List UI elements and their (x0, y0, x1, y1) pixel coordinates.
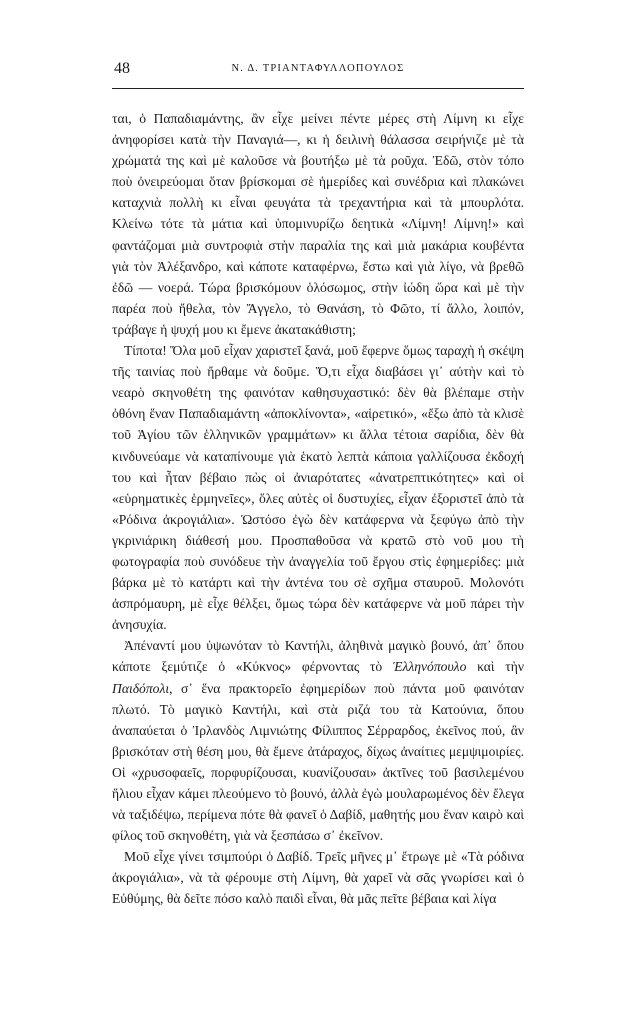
text-run: Τίποτα! Ὅλα μοῦ εἶχαν χαριστεῖ ξανά, μοῦ ἔφερνε ὅμως ταραχὴ ἡ σκέψη τῆς ταινίας ποὺ ἤρθαμε νὰ δοῦμε. Ὅ,τι εἶχα διαβάσει γι᾽ αὐτὴν καὶ τὸ νεαρὸ σκηνοθέτη της φαινόταν καθησυχαστικό: δὲν θὰ βλέπαμε στὴν ὀθόνη ἕναν Παπαδιαμάντη «ἀποκλίνοντα», «αἱρετικό», «ἔξω ἀπὸ τὰ κλισὲ τοῦ Ἁγίου τῶν ἑλληνικῶν γραμμάτων» κι ἄλλα τέτοια σαρίδια, δὲν θὰ κινδυνεύαμε νὰ καταπίνουμε γιὰ ἑκατὸ λεπτὰ κάποια γαλλίζουσα ἐκδοχή του καὶ ἦταν βέβαιο πὼς οἱ ἀνιαρότατες «ἀνατρεπτικότητες» καὶ οἱ «εὑρηματικὲς ἑρμηνεῖες», ὅλες αὐτὲς οἱ δυστυχίες, εἶχαν ἐξοριστεῖ ἀπὸ τὰ «Ρόδινα ἀκρογιάλια». Ὡστόσο ἐγὼ δὲν κατάφερνα νὰ ξεφύγω ἀπὸ τὴν γκρινιάρικη διάθεσή μου. Προσπαθοῦσα νὰ κρατῶ στὸ νοῦ μου τὴ φωτογραφία ποὺ συνόδευε τὴν ἀναγγελία τοῦ ἔργου στὶς ἐφημερίδες: μιὰ βάρκα μὲ τὸ κατάρτι καὶ τὴν ἀντένα του σὲ σχῆμα σταυροῦ. Μολονότι ἀσπρόμαυρη, μὲ εἶχε θέλξει, ὅμως τώρα δὲν κατάφερνε νὰ μοῦ πάρει τὴν ἀνησυχία. (112, 343, 524, 633)
page-number: 48 (114, 60, 130, 77)
paragraph (112, 108, 524, 340)
italic-title: Ἑλληνόπουλο (392, 659, 467, 675)
paragraph (112, 340, 524, 635)
page-header (112, 58, 524, 89)
text-run: Ἀπέναντί μου ὑψωνόταν τὸ Καντήλι, ἀληθινὰ μαγικὸ βουνό, ἀπ᾽ ὅπου κάποτε ξεμύτιζε ὁ «Κύκνος» φέρνοντας τὸ (112, 638, 524, 675)
paragraph (112, 846, 524, 909)
italic-title: Παιδόπολι (112, 680, 170, 696)
text-run: ται, ὁ Παπαδιαμάντης, ἂν εἶχε μείνει πέντε μέρες στὴ Λίμνη κι εἶχε ἀνηφορίσει κατὰ τὴν Παναγιά—, κι ἡ δειλινὴ θάλασσα σειρήνιζε μὲ τὰ χρώματά της καὶ μὲ καλοῦσε νὰ βουτήξω μὲ τὰ ροῦχα. Ἐδῶ, στὸν τόπο ποὺ ὀνειρεύομαι ὅταν βρίσκομαι σὲ ἡμερίδες καὶ συνέδρια καὶ πλακώνει καταχνιὰ πολλὴ κι εἶναι φευγάτα τὰ τρεχαντήρια καὶ τὰ μπουρλότα. Κλείνω τότε τὰ μάτια καὶ ὑπομινυρίζω δεητικὰ «Λίμνη! Λίμνη!» καὶ φαντάζομαι μιὰ συντροφιὰ στὴν παραλία της καὶ μιὰ μακάρια κουβέντα γιὰ τὸν Ἀλέξανδρο, καὶ κάποτε καταφέρνω, ἔστω καὶ γιὰ λίγο, νὰ βρεθῶ ἐδῶ — νοερά. Τώρα βρισκόμουν ὁλόσωμος, στὴν ἰώδη ὥρα καὶ μὲ τὴν παρέα ποὺ ἤθελα, τὸν Ἄγγελο, τὸ Θανάση, τὸ Φῶτο, τί ἄλλο, λοιπόν, τράβαγε ἡ ψυχή μου κι ἔμενε ἀκατακάθιστη; (112, 111, 524, 337)
body-text (112, 108, 524, 910)
text-run: Μοῦ εἶχε γίνει τσιμπούρι ὁ Δαβίδ. Τρεῖς μῆνες μ᾽ ἔτρωγε μὲ «Τὰ ρόδινα ἀκρογιάλια», νὰ τὰ φέρουμε στὴ Λίμνη, θὰ χαρεῖ νὰ σᾶς γνωρίσει καὶ ὁ Εὐθύμης, θὰ δεῖτε πόσο καλὸ παιδὶ εἶναι, θὰ μᾶς πεῖτε βέβαια καὶ λίγα (112, 849, 524, 907)
paragraph (112, 635, 524, 846)
running-head-author: Ν. Δ. ΤΡΙΑΝΤΑΦΥΛΛΟΠΟΥΛΟΣ (231, 63, 405, 74)
text-run: καὶ τὴν (466, 659, 524, 675)
text-run: , σ᾽ ἕνα πρακτορεῖο ἐφημερίδων ποὺ πάντα μοῦ φαινόταν πλωτό. Τὸ μαγικὸ Καντήλι, καὶ στὰ ριζά του τὰ Κατούνια, ὅπου ἀναπαύεται ὁ Ἰρλανδὸς Λιμνιώτης Φίλιππος Σέρραρδος, ἐκεῖνος πού, ἂν βρισκόταν στὴ θέση μου, θὰ ἔμενε ἀτάραχος, δίχως ἀναίτιες μεμψιμοιρίες. Οἱ «χρυσοφαεῖς, πορφυρίζουσαι, κυανίζουσαι» ἀκτῖνες τοῦ βασιλεμένου ἥλιου εἶχαν κάμει πλεούμενο τὸ βουνό, ἀλλὰ ἐγὼ μουλαρωμένος δὲν ἔλεγα νὰ ταξιδέψω, περίμενα πότε θὰ φανεῖ ὁ Δαβίδ, μαθητής μου ἕναν καιρὸ καὶ φίλος τοῦ σκηνοθέτη, γιὰ νὰ ξεσπάσω σ᾽ ἐκεῖνον. (112, 680, 524, 844)
